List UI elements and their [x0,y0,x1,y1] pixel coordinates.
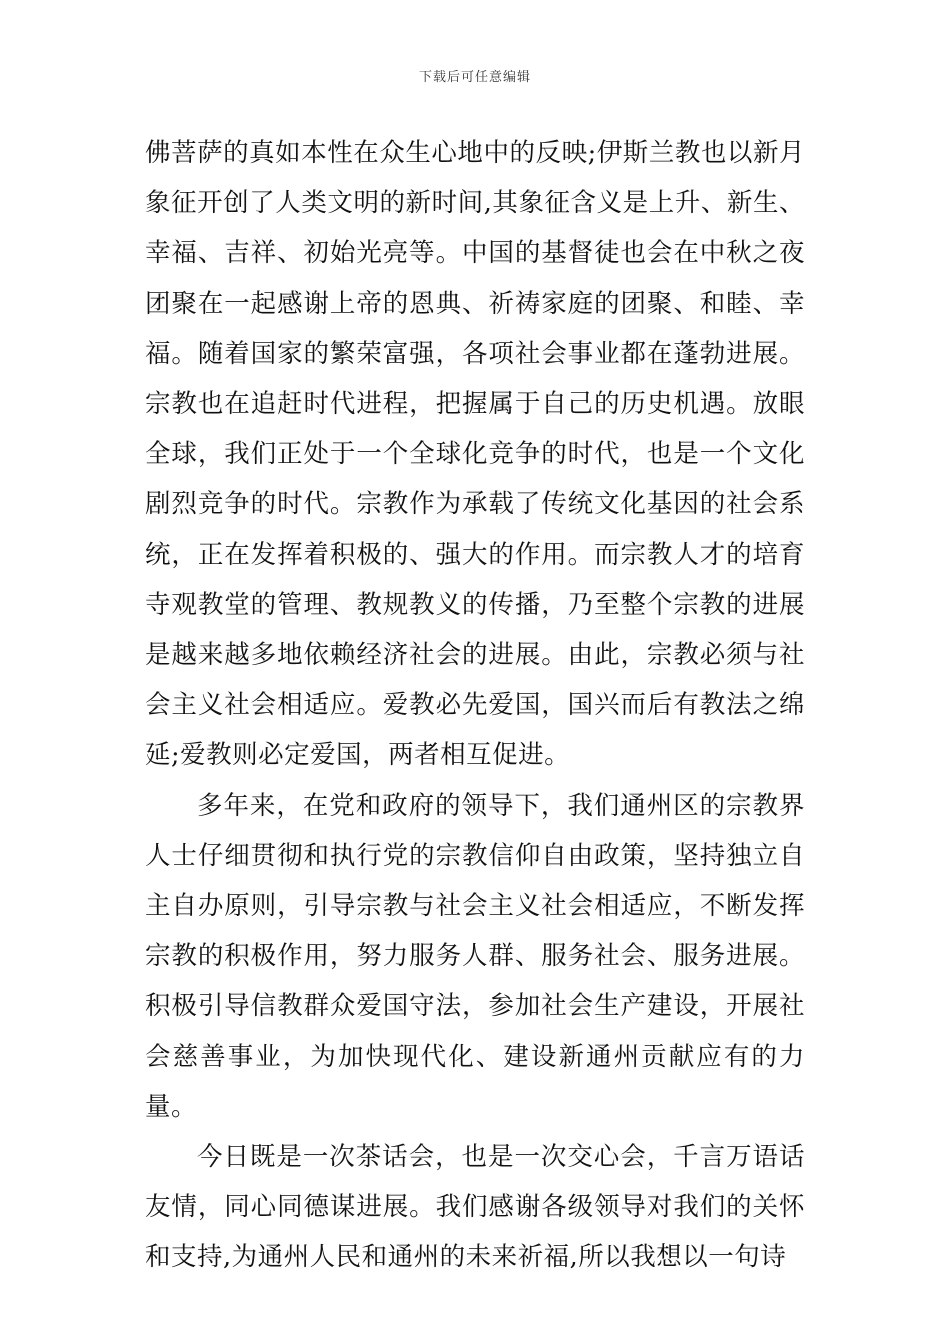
paragraph-2: 多年来，在党和政府的领导下，我们通州区的宗教界人士仔细贯彻和执行党的宗教信仰自由政策，坚持独立自主自办原则，引导宗教与社会主义社会相适应，不断发挥宗教的积极作用，努力服务人群、服务社会、服务进展。积极引导信教群众爱国守法，参加社会生产建设，开展社会慈善事业，为加快现代化、建设新通州贡献应有的力量。 [145,790,805,1122]
document-body [145,128,805,1283]
paragraph-1: 佛菩萨的真如本性在众生心地中的反映;伊斯兰教也以新月象征开创了人类文明的新时间,其象征含义是上升、新生、幸福、吉祥、初始光亮等。中国的基督徒也会在中秋之夜团聚在一起感谢上帝的恩典、祈祷家庭的团聚、和睦、幸福。随着国家的繁荣富强，各项社会事业都在蓬勃进展。宗教也在追赶时代进程，把握属于自己的历史机遇。放眼全球，我们正处于一个全球化竞争的时代，也是一个文化剧烈竞争的时代。宗教作为承载了传统文化基因的社会系统，正在发挥着积极的、强大的作用。而宗教人才的培育寺观教堂的管理、教规教义的传播，乃至整个宗教的进展是越来越多地依赖经济社会的进展。由此，宗教必须与社会主义社会相适应。爱教必先爱国，国兴而后有教法之绵延;爱教则必定爱国，两者相互促进。 [145,138,805,771]
paragraph-3: 今日既是一次茶话会，也是一次交心会，千言万语话友情，同心同德谋进展。我们感谢各级领导对我们的关怀和支持,为通州人民和通州的未来祈福,所以我想以一句诗 [145,1142,805,1273]
page-header: 下载后可任意编辑 [418,70,531,85]
